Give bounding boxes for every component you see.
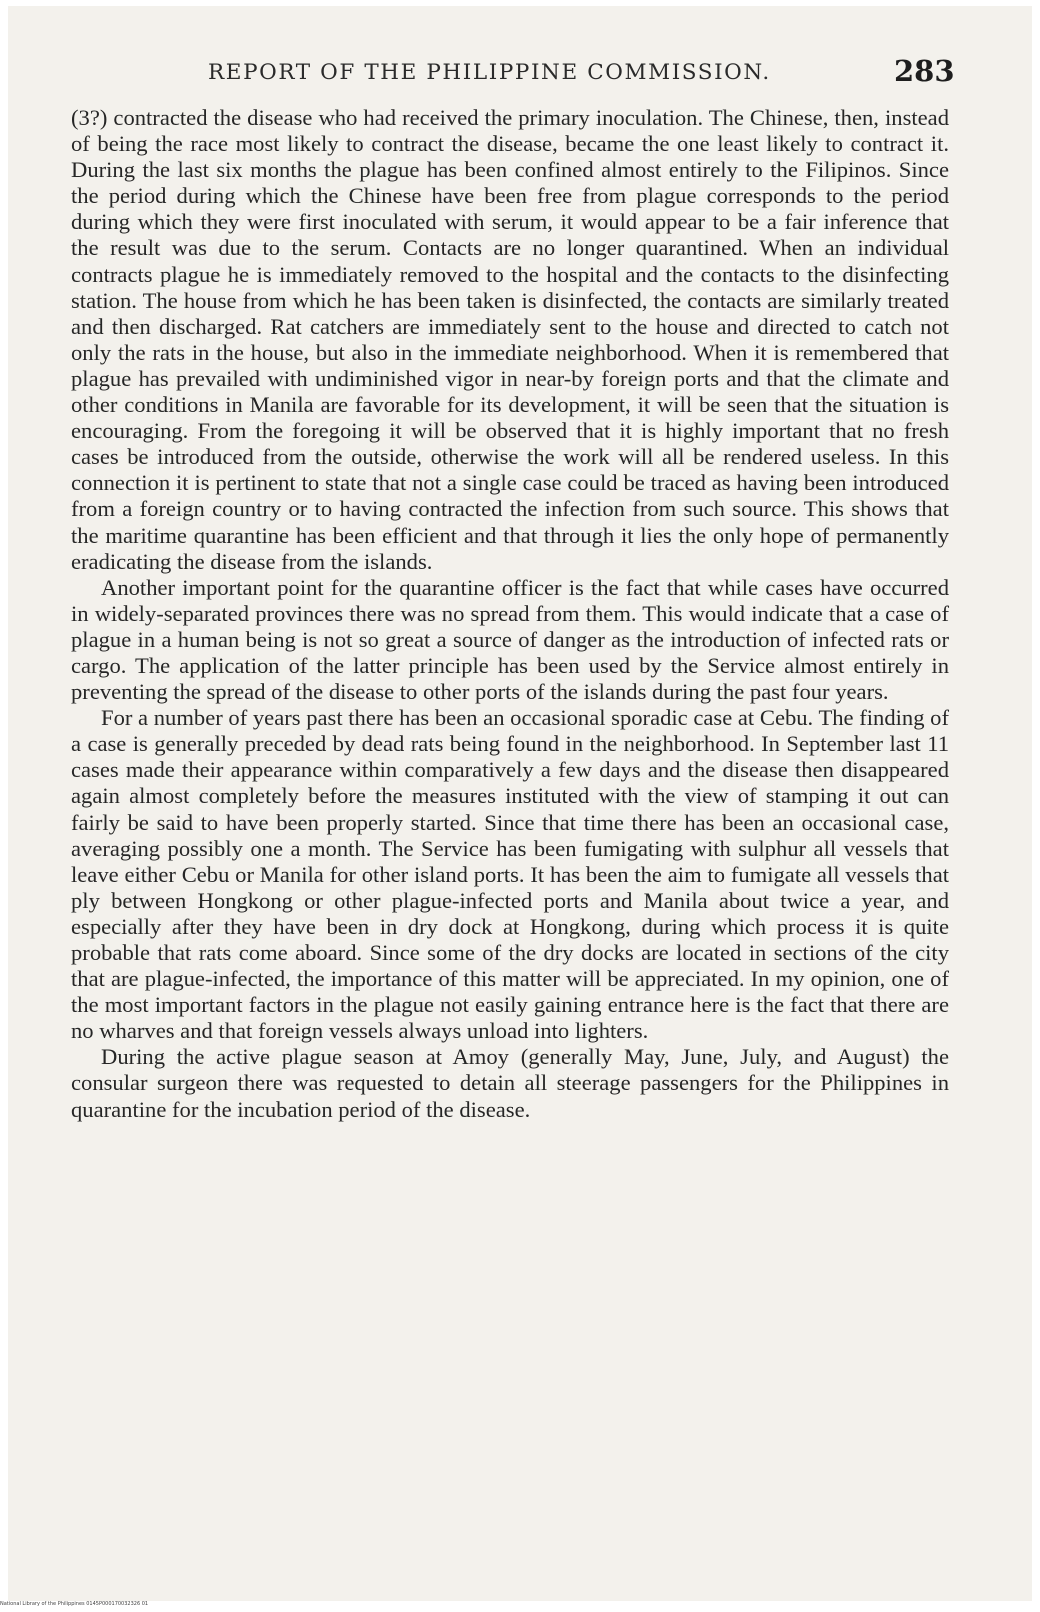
paragraph: (3?) contracted the disease who had received the primary inoculation. The Chinese, then, instead of being the race most likely to contract the disease, became the one least likely to contract it. During the last six months the plague has been confined almost entirely to the Filipinos. Since the period during which the Chinese have been free from plague corresponds to the period during which they were first inoculated with serum, it would appear to be a fair inference that the result was due to the serum. Contacts are no longer quarantined. When an individual contracts plague he is immediately removed to the hospital and the contacts to the disinfecting station. The house from which he has been taken is disinfected, the contacts are similarly treated and then discharged. Rat catchers are immediately sent to the house and directed to catch not only the rats in the house, but also in the immediate neighborhood. When it is remembered that plague has prevailed with undiminished vigor in near-by foreign ports and that the climate and other conditions in Manila are favorable for its development, it will be seen that the situation is encouraging. From the foregoing it will be observed that it is highly important that no fresh cases be introduced from the outside, otherwise the work will all be rendered useless. In this connection it is pertinent to state that not a single case could be traced as having been introduced from a foreign country or to having contracted the infection from such source. This shows that the maritime quarantine has been efficient and that through it lies the only hope of permanently eradicating the disease from the islands. [71,105,949,574]
scan-credit: National Library of the Philippines 0145P000170032326 01 [0,1601,149,1607]
page-header [8,54,1032,94]
paragraph: During the active plague season at Amoy (generally May, June, July, and August) the consular surgeon there was requested to detain all steerage passengers for the Philippines in quarantine for the incubation period of the disease. [71,1044,949,1122]
page-number: 283 [894,54,955,88]
running-title: REPORT OF THE PHILIPPINE COMMISSION. [208,60,771,85]
paragraph: Another important point for the quarantine officer is the fact that while cases have occurred in widely-separated provinces there was no spread from them. This would indicate that a case of plague in a human being is not so great a source of danger as the introduction of infected rats or cargo. The application of the latter principle has been used by the Service almost entirely in preventing the spread of the disease to other ports of the islands during the past four years. [71,574,949,705]
body-text [71,105,949,1123]
document-page [8,6,1032,1601]
paragraph: For a number of years past there has been an occasional sporadic case at Cebu. The finding of a case is generally preceded by dead rats being found in the neighborhood. In September last 11 cases made their appearance within comparatively a few days and the disease then disappeared again almost completely before the measures instituted with the view of stamping it out can fairly be said to have been properly started. Since that time there has been an occasional case, averaging possibly one a month. The Service has been fumigating with sulphur all vessels that leave either Cebu or Manila for other island ports. It has been the aim to fumigate all vessels that ply between Hongkong or other plague-infected ports and Manila about twice a year, and especially after they have been in dry dock at Hongkong, during which process it is quite probable that rats come aboard. Since some of the dry docks are located in sections of the city that are plague-infected, the importance of this matter will be appreciated. In my opinion, one of the most important factors in the plague not easily gaining entrance here is the fact that there are no wharves and that foreign vessels always unload into lighters. [71,705,949,1044]
